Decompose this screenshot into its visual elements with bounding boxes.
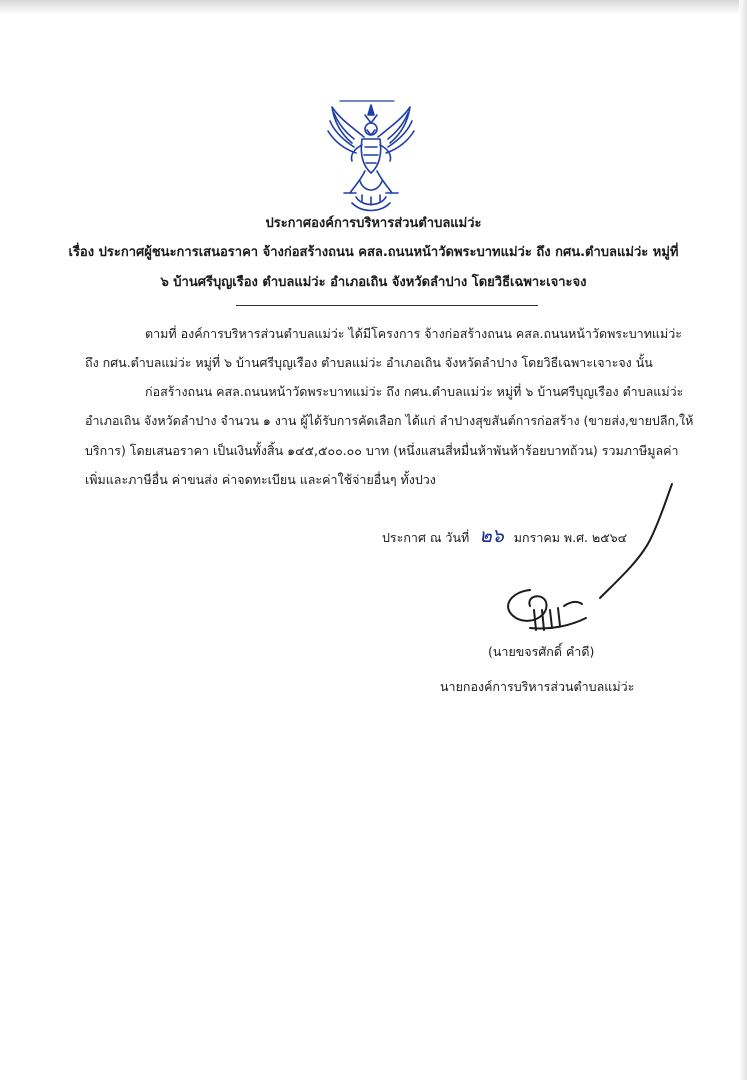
body-line-5: บริการ) โดยเสนอราคา เป็นเงินทั้งสิ้น ๑๔๕,๕๐๐.๐๐ บาท (หนึ่งแสนสี่หมื่นห้าพันห้าร้อยบาทถ้วน) รวมภาษีมูลค่า — [85, 443, 679, 458]
body-line-2: ถึง กศน.ตำบลแม่ว่ะ หมู่ที่ ๖ บ้านศรีบุญเรือง ตำบลแม่ว่ะ อำเภอเถิน จังหวัดลำปาง โดยวิธีเฉพาะเจาะจง นั้น — [85, 355, 653, 370]
subject-line-2: ๖ บ้านศรีบุญเรือง ตำบลแม่ว่ะ อำเภอเถิน จังหวัดลำปาง โดยวิธีเฉพาะเจาะจง — [160, 275, 587, 290]
signatory-name: (นายขจรศักดิ์ คำดี) — [488, 644, 595, 659]
subject-line-1: เรื่อง ประกาศผู้ชนะการเสนอราคา จ้างก่อสร้างถนน คสล.ถนนหน้าวัดพระบาทแม่ว่ะ ถึง กศน.ตำบลแม่ว่ะ หมู่ที่ — [68, 245, 679, 260]
body-line-1: ตามที่ องค์การบริหารส่วนตำบลแม่ว่ะ ได้มีโครงการ จ้างก่อสร้างถนน คสล.ถนนหน้าวัดพระบาทแม่ว่ะ — [145, 326, 682, 341]
scan-shadow-right — [739, 0, 747, 1080]
signatory-position: นายกองค์การบริหารส่วนตำบลแม่ว่ะ — [440, 679, 635, 694]
garuda-emblem-icon — [322, 97, 420, 215]
divider — [236, 305, 538, 306]
body-line-4: อำเภอเถิน จังหวัดลำปาง จำนวน ๑ งาน ผู้ได้รับการคัดเลือก ได้แก่ ลำปางสุขสันต์การก่อสร้าง (ขายส่ง,ขายปลีก,ให้ — [85, 413, 694, 428]
body-line-6: เพิ่มและภาษีอื่น ค่าขนส่ง ค่าจดทะเบียน และค่าใช้จ่ายอื่นๆ ทั้งปวง — [85, 472, 436, 487]
announcement-prefix: ประกาศ ณ วันที่ — [382, 530, 470, 545]
scan-shadow-top — [0, 0, 747, 14]
handwritten-signature-icon — [490, 480, 690, 640]
announcement-month-year: มกราคม พ.ศ. ๒๕๖๔ — [513, 530, 628, 545]
announcement-day: ๒๖ — [479, 525, 504, 547]
body-line-3: ก่อสร้างถนน คสล.ถนนหน้าวัดพระบาทแม่ว่ะ ถึง กศน.ตำบลแม่ว่ะ หมู่ที่ ๖ บ้านศรีบุญเรือง ตำบลแม่ว่ะ — [145, 384, 684, 399]
page-title: ประกาศองค์การบริหารส่วนตำบลแม่ว่ะ — [265, 216, 482, 231]
